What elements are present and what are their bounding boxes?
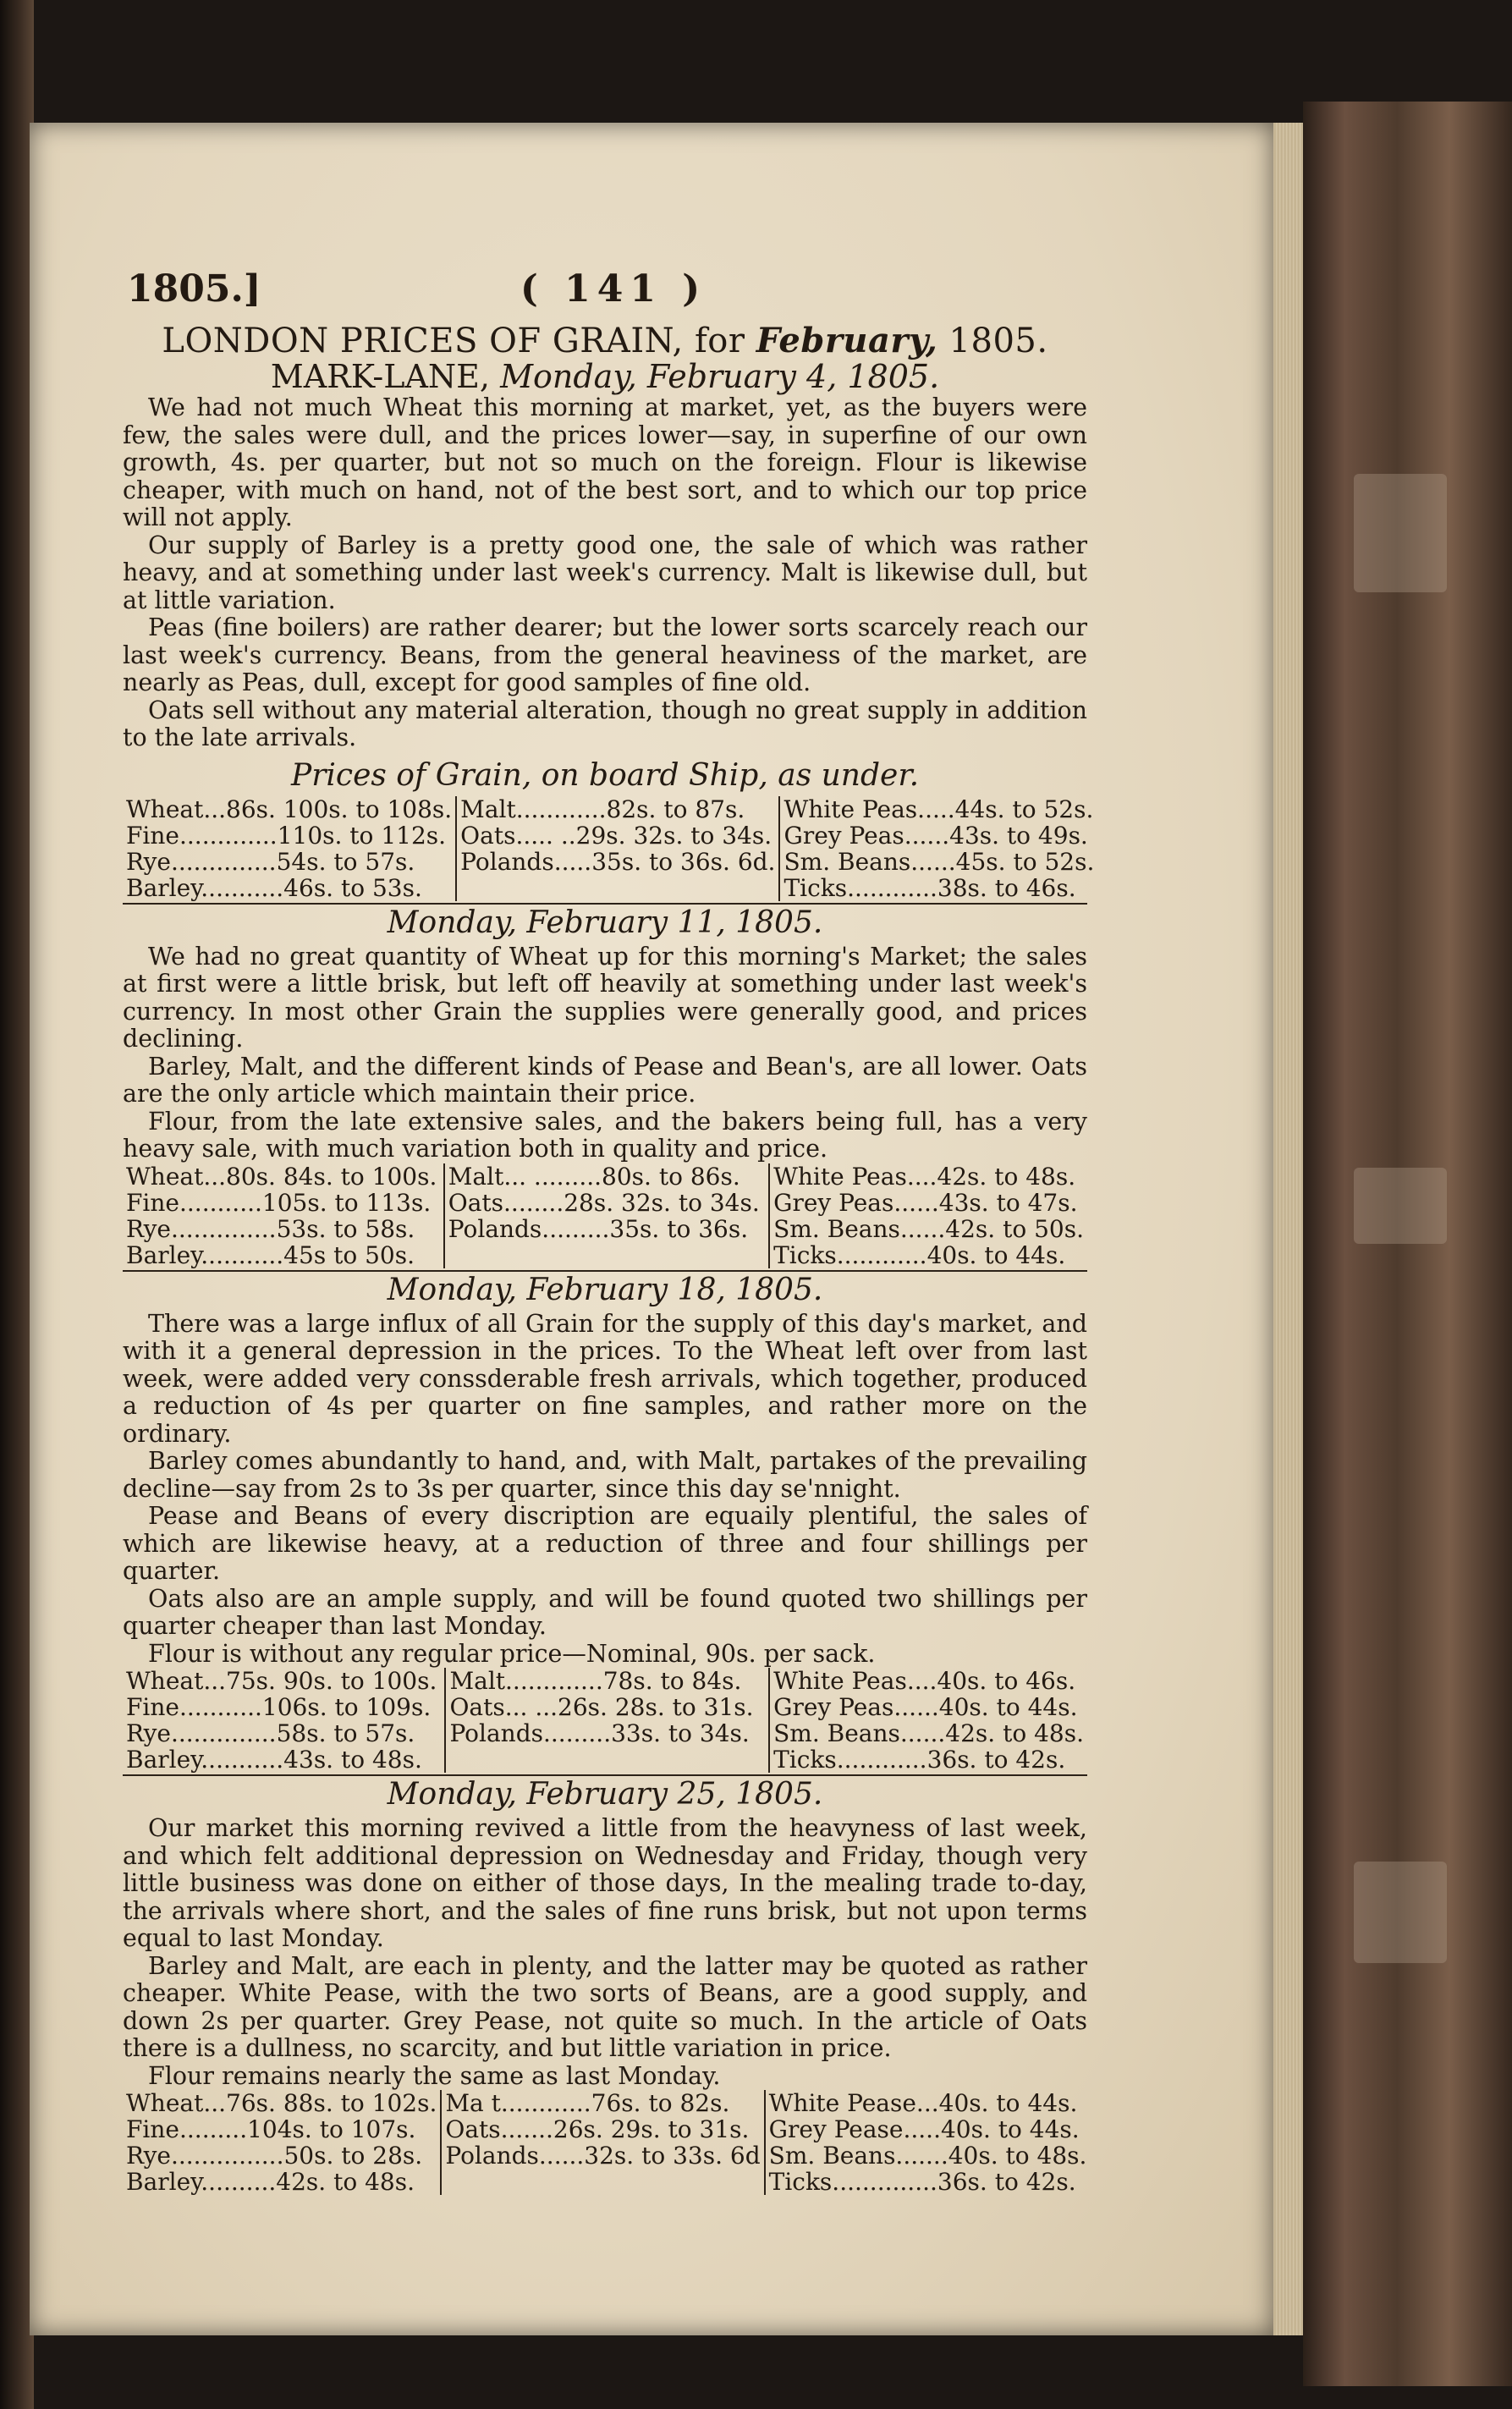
table-cell: White Pease...40s. to 44s. [768, 2089, 1078, 2117]
table-row [123, 849, 1097, 875]
table-cell: Rye...............50s. to 28s. [123, 2142, 441, 2169]
cover-wear-mark [1354, 1168, 1447, 1244]
table-cell [444, 1242, 769, 1268]
report-date: Monday, February 4, 1805. [500, 358, 940, 395]
table-cell: Rye..............58s. to 57s. [123, 1720, 445, 1746]
table-cell: Polands......32s. to 33s. 6d [441, 2142, 764, 2169]
table-cell: Malt.............78s. to 84s. [445, 1668, 769, 1694]
price-table [123, 796, 1097, 901]
page-content [123, 267, 1095, 2196]
table-cell: Wheat...80s. 84s. to 100s. [123, 1163, 444, 1190]
table-cell [445, 1746, 769, 1773]
table-row [123, 1163, 1087, 1190]
market-name: MARK-LANE, [270, 358, 501, 395]
table-cell: White Peas....42s. to 48s. [773, 1162, 1076, 1191]
divider [123, 903, 1087, 905]
book-cover-edge [1303, 102, 1512, 2386]
table-cell: Sm. Beans......42s. to 48s. [773, 1719, 1084, 1747]
report-date: Monday, February 25, 1805. [387, 1777, 823, 1812]
table-cell: Ticks............38s. to 46s. [783, 873, 1076, 902]
report-paragraph: We had no great quantity of Wheat up for this morning's Market; the sales at first were a little brisk, but left off heavily at something under last week's currency. In most other Grain the supplies were generally good, and prices declining. [123, 942, 1087, 1053]
report-paragraph: Our supply of Barley is a pretty good one, the sale of which was rather heavy, and at something under last week's currency. Malt is likewise dull, but at little variation. [123, 531, 1087, 614]
title-month: February, [756, 321, 938, 360]
table-row [123, 1190, 1087, 1216]
report-paragraph: Oats also are an ample supply, and will be found quoted two shillings per quarter cheaper than last Monday. [123, 1584, 1087, 1640]
table-cell: Oats..... ..29s. 32s. to 34s. [456, 822, 779, 849]
price-table [123, 1163, 1087, 1268]
report-feb-25 [123, 1778, 1087, 2195]
table-cell [441, 2169, 764, 2195]
book-gutter [0, 0, 34, 2409]
report-paragraph: Our market this morning revived a little from the heavyness of last week, and which felt additional depression on Wednesday and Friday, though very little business was done on either of those days, In the mealing trade to-day, the arrivals where short, and the sales of fine runs brisk, but not upon terms equal to last Monday. [123, 1814, 1087, 1952]
table-cell: Sm. Beans.......40s. to 48s. [768, 2142, 1087, 2170]
table-row [123, 2116, 1090, 2142]
table-cell: Grey Peas......43s. to 49s. [783, 821, 1088, 850]
table-cell: Ma t............76s. to 82s. [441, 2090, 764, 2116]
table-cell: Rye..............53s. to 58s. [123, 1216, 444, 1242]
report-paragraph: There was a large influx of all Grain for the supply of this day's market, and with it a general depression in the prices. To the Wheat left over from last week, were added very conssderable fresh arrivals, which together, produced a reduction of 4s per quarter on fine samples, and rather more on the ordinary. [123, 1309, 1087, 1448]
report-paragraph: Pease and Beans of every discription are equaily plentiful, the sales of which are likewise heavy, at a reduction of three and four shillings per quarter. [123, 1502, 1087, 1585]
table-row [123, 2090, 1090, 2116]
price-table [123, 2090, 1090, 2195]
page-title [123, 322, 1087, 360]
table-cell: White Peas.....44s. to 52s. [783, 795, 1094, 823]
report-paragraph: Barley, Malt, and the different kinds of Pease and Bean's, are all lower. Oats are the only article which maintain their price. [123, 1052, 1087, 1108]
report-feb-4 [123, 393, 1095, 905]
table-row [123, 1746, 1087, 1773]
table-row [123, 822, 1097, 849]
report-paragraph: We had not much Wheat this morning at market, yet, as the buyers were few, the sales were dull, and the prices lower—say, in superfine of our own growth, 4s. per quarter, but not so much on the foreign. Flour is likewise cheaper, with much on hand, not of the best sort, and to which our top price will not apply. [123, 393, 1087, 531]
page-number: ( 141 ) [520, 267, 707, 311]
report-feb-18 [123, 1273, 1087, 1777]
table-cell: Barley...........46s. to 53s. [123, 875, 456, 901]
cover-wear-mark [1354, 1862, 1447, 1963]
report-paragraph: Flour, from the late extensive sales, and the bakers being full, has a very heavy sale, with much variation both in quality and price. [123, 1107, 1087, 1163]
table-cell: Malt............82s. to 87s. [456, 796, 779, 822]
table-cell: Barley...........43s. to 48s. [123, 1746, 445, 1773]
report-paragraph: Flour is without any regular price—Nominal, 90s. per sack. [148, 1639, 876, 1668]
table-row [123, 1694, 1087, 1720]
table-row [123, 1216, 1087, 1242]
title-text: LONDON PRICES OF GRAIN, for [162, 322, 756, 360]
divider [123, 1774, 1087, 1776]
table-cell: Polands.....35s. to 36s. 6d. [456, 849, 779, 875]
report-paragraph: Oats sell without any material alteration, though no great supply in addition to the late arrivals. [123, 696, 1087, 751]
table-cell: Rye..............54s. to 57s. [123, 849, 456, 875]
table-cell: Grey Peas......40s. to 44s. [773, 1693, 1078, 1721]
report-date: Monday, February 18, 1805. [387, 1272, 823, 1307]
table-cell: Fine.........104s. to 107s. [123, 2116, 441, 2142]
market-heading [123, 359, 1087, 394]
table-cell: Fine...........105s. to 113s. [123, 1190, 444, 1216]
table-cell: Wheat...86s. 100s. to 108s. [123, 796, 456, 822]
table-cell: Oats........28s. 32s. to 34s. [444, 1190, 769, 1216]
table-cell: Wheat...76s. 88s. to 102s. [123, 2090, 441, 2116]
table-cell: White Peas....40s. to 46s. [773, 1667, 1076, 1695]
table-row [123, 2169, 1090, 2195]
table-row [123, 1242, 1087, 1268]
running-year: 1805.] [127, 267, 261, 311]
table-cell: Ticks............40s. to 44s. [773, 1240, 1066, 1269]
table-cell: Sm. Beans......42s. to 50s. [773, 1214, 1084, 1243]
table-cell [456, 875, 779, 901]
table-row [123, 796, 1097, 822]
table-row [123, 875, 1097, 901]
table-cell: Ticks............36s. to 42s. [773, 1746, 1066, 1774]
report-paragraph: Flour remains nearly the same as last Monday. [148, 2061, 721, 2090]
page-fore-edge [1273, 123, 1303, 2335]
report-paragraph: Barley comes abundantly to hand, and, with Malt, partakes of the prevailing decline—say from 2s to 3s per quarter, since this day se'nnight. [123, 1447, 1087, 1503]
table-cell: Fine.............110s. to 112s. [123, 822, 456, 849]
table-cell: Barley..........42s. to 48s. [123, 2169, 441, 2195]
table-cell: Wheat...75s. 90s. to 100s. [123, 1668, 445, 1694]
table-cell: Ticks..............36s. to 42s. [768, 2168, 1076, 2196]
table-cell: Polands.........35s. to 36s. [444, 1216, 769, 1242]
table-row [123, 2142, 1090, 2169]
prices-title: Prices of Grain, on board Ship, as under. [290, 757, 920, 793]
table-row [123, 1668, 1087, 1694]
table-cell: Grey Peas......43s. to 47s. [773, 1188, 1078, 1217]
divider [123, 1270, 1087, 1272]
table-cell: Sm. Beans......45s. to 52s. [783, 847, 1095, 876]
table-cell: Barley...........45s to 50s. [123, 1242, 444, 1268]
table-cell: Oats.......26s. 29s. to 31s. [441, 2116, 764, 2142]
report-date: Monday, February 11, 1805. [387, 905, 823, 940]
table-cell: Grey Pease.....40s. to 44s. [768, 2115, 1080, 2143]
table-cell: Fine...........106s. to 109s. [123, 1694, 445, 1720]
table-cell: Polands.........33s. to 34s. [445, 1720, 769, 1746]
running-header [123, 267, 1087, 325]
title-year: 1805. [937, 322, 1048, 360]
report-paragraph: Barley and Malt, are each in plenty, and the latter may be quoted as rather cheaper. White Pease, with the two sorts of Beans, are a good supply, and down 2s per quarter. Grey Pease, not quite so much. In the article of Oats there is a dullness, no scarcity, and but little variation in price. [123, 1951, 1087, 2062]
report-paragraph: Peas (fine boilers) are rather dearer; but the lower sorts scarcely reach our last week's currency. Beans, from the general heaviness of the market, are nearly as Peas, dull, except for good samples of fine old. [123, 613, 1087, 696]
table-cell: Oats... ...26s. 28s. to 31s. [445, 1694, 769, 1720]
report-feb-11 [123, 906, 1087, 1272]
table-cell: Malt... .........80s. to 86s. [444, 1163, 769, 1190]
price-table [123, 1668, 1087, 1773]
table-row [123, 1720, 1087, 1746]
cover-wear-mark [1354, 474, 1447, 592]
